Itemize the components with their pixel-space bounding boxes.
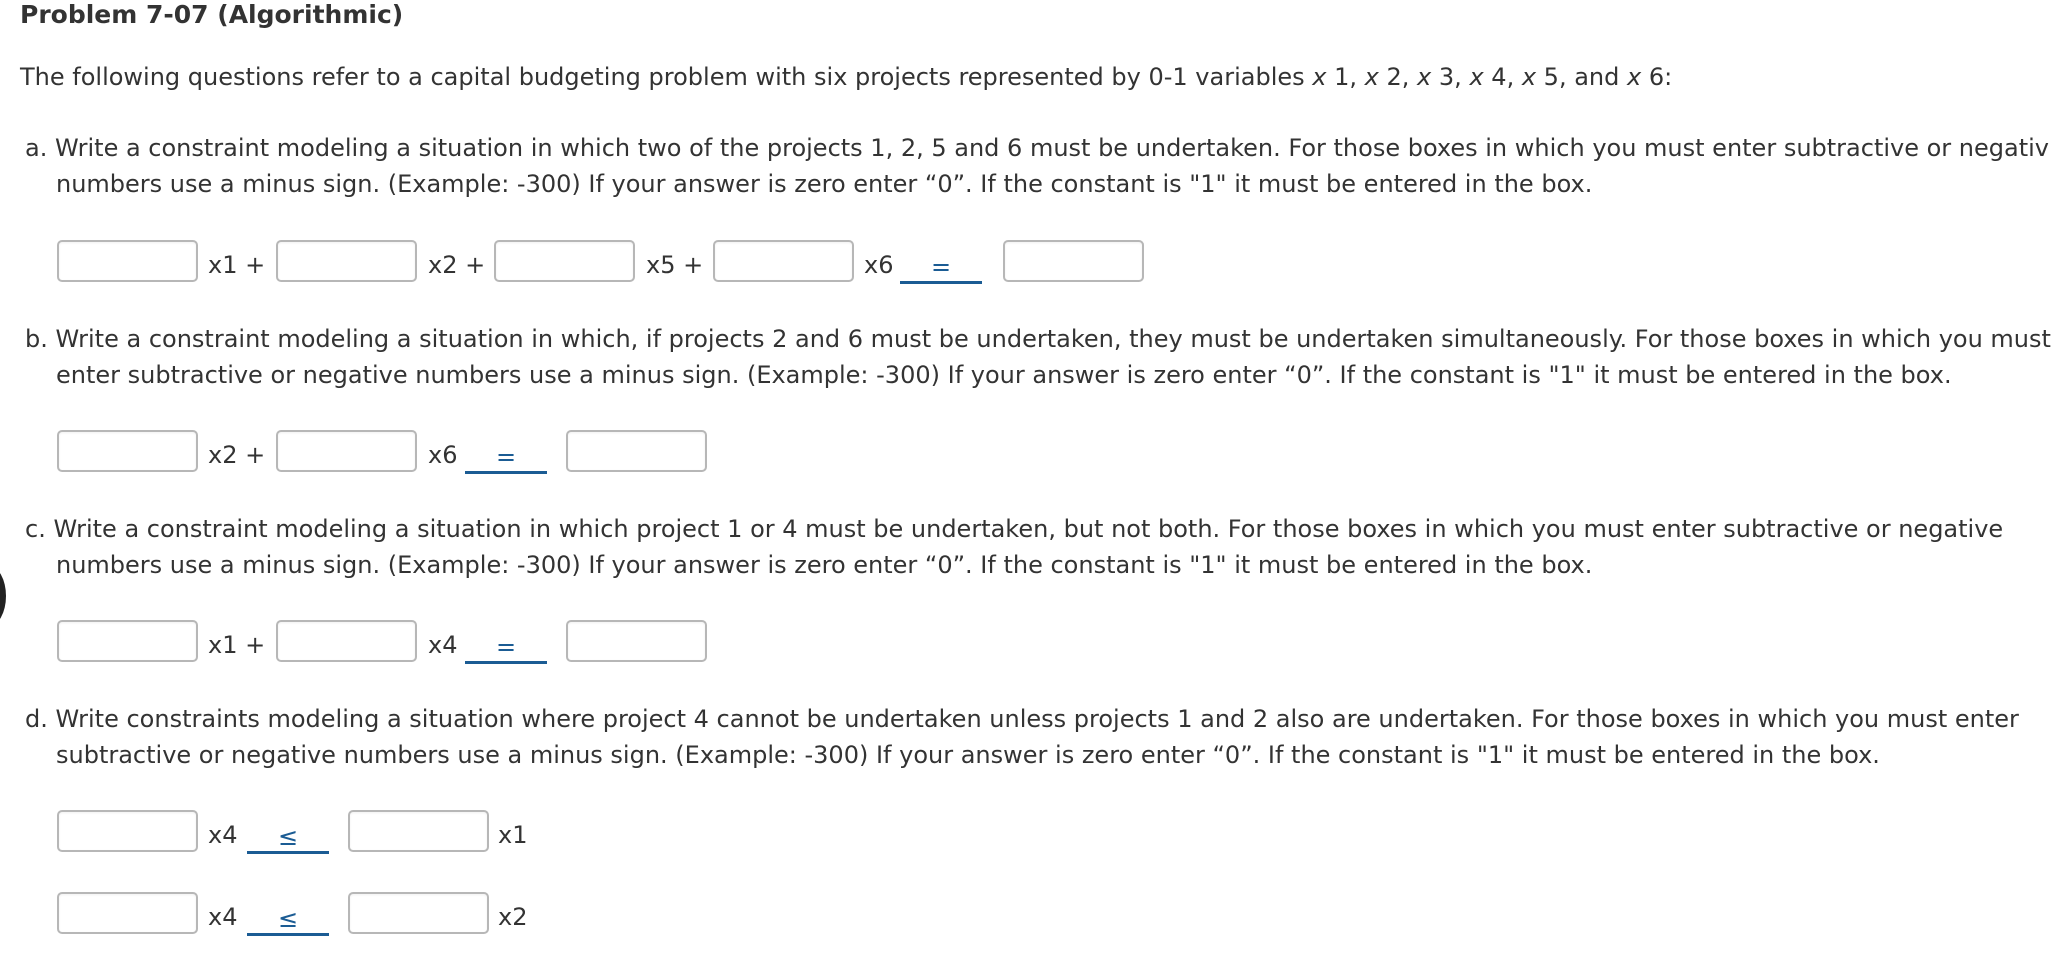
- part-a-term-x5: x5 +: [646, 251, 704, 279]
- part-a-operator-select[interactable]: =: [900, 254, 982, 284]
- part-a-term-x6: x6: [864, 251, 894, 279]
- part-a-coef-x5-input[interactable]: [494, 240, 635, 282]
- part-b-term-x6: x6: [428, 441, 458, 469]
- part-d-row2-term-x2: x2: [498, 903, 528, 931]
- part-b-operator-select[interactable]: =: [465, 444, 547, 474]
- part-c-question-line1: c. Write a constraint modeling a situation in which project 1 or 4 must be undertaken, but not both. For those boxes in which you must enter subtractive or negative: [25, 515, 2004, 543]
- part-a-question-line2: numbers use a minus sign. (Example: -300) If your answer is zero enter “0”. If the constant is "1" it must be entered in the box.: [56, 170, 1593, 198]
- part-b-term-x2: x2 +: [208, 441, 266, 469]
- part-d-row1-term-x4: x4: [208, 821, 238, 849]
- part-d-row1-term-x1: x1: [498, 821, 528, 849]
- part-d-row2-term-x4: x4: [208, 903, 238, 931]
- part-b-coef-x2-input[interactable]: [57, 430, 198, 472]
- part-b-question-line2: enter subtractive or negative numbers use a minus sign. (Example: -300) If your answer is zero enter “0”. If the constant is "1" it must be entered in the box.: [56, 361, 1952, 389]
- part-d-row1-coef-x1-input[interactable]: [348, 810, 489, 852]
- part-d-row2-coef-x2-input[interactable]: [348, 892, 489, 934]
- part-a-question-line1: a. Write a constraint modeling a situation in which two of the projects 1, 2, 5 and 6 must be undertaken. For those boxes in which you must enter subtractive or negativ: [25, 134, 2050, 162]
- part-a-coef-x1-input[interactable]: [57, 240, 198, 282]
- part-d-row1-operator-select[interactable]: ≤: [247, 824, 329, 854]
- part-d-row2-coef-x4-input[interactable]: [57, 892, 198, 934]
- part-b-question-line1: b. Write a constraint modeling a situation in which, if projects 2 and 6 must be undertaken, they must be undertaken simultaneously. For those boxes in which you must: [25, 325, 2051, 353]
- part-a-coef-x6-input[interactable]: [713, 240, 854, 282]
- part-b-constant-input[interactable]: [566, 430, 707, 472]
- part-a-term-x1: x1 +: [208, 251, 266, 279]
- part-c-constant-input[interactable]: [566, 620, 707, 662]
- edge-handle-icon: [0, 566, 6, 626]
- part-b-coef-x6-input[interactable]: [276, 430, 417, 472]
- part-c-term-x4: x4: [428, 631, 458, 659]
- part-c-coef-x1-input[interactable]: [57, 620, 198, 662]
- page-title: Problem 7-07 (Algorithmic): [20, 0, 404, 29]
- part-d-question-line1: d. Write constraints modeling a situation where project 4 cannot be undertaken unless projects 1 and 2 also are undertaken. For those boxes in which you must enter: [25, 705, 2019, 733]
- part-c-question-line2: numbers use a minus sign. (Example: -300) If your answer is zero enter “0”. If the constant is "1" it must be entered in the box.: [56, 551, 1593, 579]
- part-a-constant-input[interactable]: [1003, 240, 1144, 282]
- part-c-coef-x4-input[interactable]: [276, 620, 417, 662]
- part-a-term-x2: x2 +: [428, 251, 486, 279]
- part-d-row1-coef-x4-input[interactable]: [57, 810, 198, 852]
- part-a-coef-x2-input[interactable]: [276, 240, 417, 282]
- part-c-operator-select[interactable]: =: [465, 634, 547, 664]
- part-d-question-line2: subtractive or negative numbers use a minus sign. (Example: -300) If your answer is zero enter “0”. If the constant is "1" it must be entered in the box.: [56, 741, 1880, 769]
- part-c-term-x1: x1 +: [208, 631, 266, 659]
- intro-text: The following questions refer to a capital budgeting problem with six projects represented by 0-1 variables x 1, x 2, x 3, x 4, x 5, and x 6:: [20, 63, 1673, 91]
- part-d-row2-operator-select[interactable]: ≤: [247, 906, 329, 936]
